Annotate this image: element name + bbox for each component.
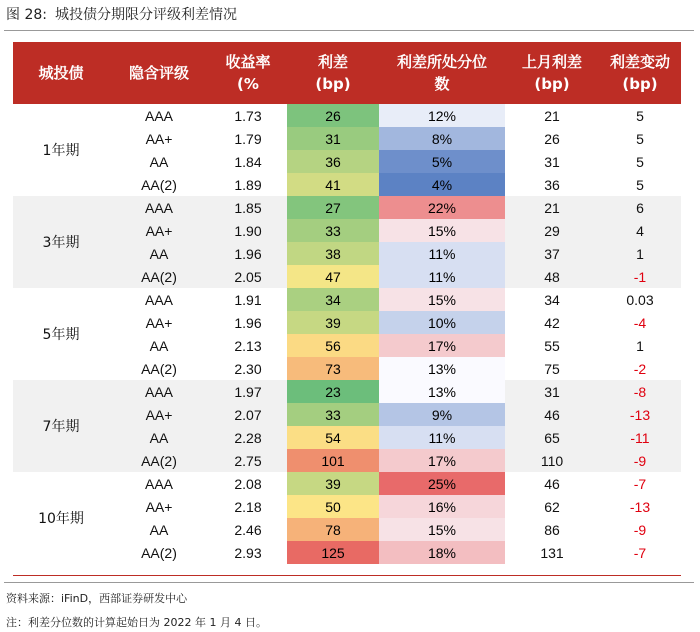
table-row [13, 242, 681, 265]
prev-spread-cell: 48 [505, 265, 599, 288]
percentile-cell: 15% [379, 288, 505, 311]
table-row [13, 380, 681, 403]
header-line: 收益率 [225, 53, 271, 71]
spread-change-cell: -4 [599, 311, 681, 334]
spread-change-cell: -7 [599, 472, 681, 495]
table-row [13, 495, 681, 518]
spread-cell: 56 [287, 334, 379, 357]
yield-cell: 1.96 [209, 311, 287, 334]
spread-cell: 33 [287, 403, 379, 426]
yield-cell: 1.89 [209, 173, 287, 196]
bottom-rule [4, 582, 694, 583]
table-row [13, 541, 681, 564]
spread-change-cell: -9 [599, 449, 681, 472]
spread-change-cell: 5 [599, 104, 681, 127]
header-spread [287, 42, 379, 104]
prev-spread-cell: 21 [505, 104, 599, 127]
spread-cell: 34 [287, 288, 379, 311]
percentile-cell: 9% [379, 403, 505, 426]
table-row [13, 403, 681, 426]
yield-cell: 2.07 [209, 403, 287, 426]
table-row [13, 518, 681, 541]
prev-spread-cell: 65 [505, 426, 599, 449]
percentile-cell: 13% [379, 380, 505, 403]
spread-change-cell: -2 [599, 357, 681, 380]
prev-spread-cell: 46 [505, 403, 599, 426]
tenor-cell: 5年期 [13, 288, 109, 380]
rating-cell: AA [109, 150, 209, 173]
header-percentile [379, 42, 505, 104]
spread-change-cell: 5 [599, 150, 681, 173]
header-line: (bp) [315, 75, 351, 93]
yield-cell: 2.28 [209, 426, 287, 449]
rating-cell: AA [109, 426, 209, 449]
rating-cell: AAA [109, 380, 209, 403]
spread-cell: 73 [287, 357, 379, 380]
yield-cell: 2.46 [209, 518, 287, 541]
percentile-cell: 8% [379, 127, 505, 150]
percentile-cell: 11% [379, 426, 505, 449]
prev-spread-cell: 29 [505, 219, 599, 242]
spread-cell: 39 [287, 311, 379, 334]
prev-spread-cell: 62 [505, 495, 599, 518]
rating-cell: AA+ [109, 311, 209, 334]
table-row [13, 104, 681, 127]
prev-spread-cell: 36 [505, 173, 599, 196]
spread-cell: 78 [287, 518, 379, 541]
percentile-cell: 25% [379, 472, 505, 495]
header-line: (bp) [534, 75, 570, 93]
yield-cell: 2.18 [209, 495, 287, 518]
spread-cell: 125 [287, 541, 379, 564]
rating-cell: AA [109, 242, 209, 265]
table-row [13, 127, 681, 150]
table-row [13, 357, 681, 380]
table-row [13, 334, 681, 357]
footnote: 注：利差分位数的计算起始日为 2022 年 1 月 4 日。 [6, 616, 267, 629]
rating-cell: AA [109, 334, 209, 357]
header-line: (% [237, 75, 259, 93]
table-bottom-border [13, 575, 681, 576]
spread-change-cell: 5 [599, 127, 681, 150]
header-line: 上月利差 [521, 53, 582, 71]
header-line: 利差变动 [609, 53, 670, 71]
spread-cell: 27 [287, 196, 379, 219]
spread-table [13, 42, 681, 564]
percentile-cell: 17% [379, 449, 505, 472]
yield-cell: 1.90 [209, 219, 287, 242]
figure-number: 图 28: [6, 7, 47, 23]
percentile-cell: 16% [379, 495, 505, 518]
spread-cell: 39 [287, 472, 379, 495]
spread-cell: 50 [287, 495, 379, 518]
spread-cell: 47 [287, 265, 379, 288]
spread-change-cell: -11 [599, 426, 681, 449]
rating-cell: AAA [109, 104, 209, 127]
prev-spread-cell: 55 [505, 334, 599, 357]
spread-cell: 36 [287, 150, 379, 173]
rating-cell: AA(2) [109, 265, 209, 288]
spread-change-cell: 1 [599, 242, 681, 265]
rating-cell: AA+ [109, 495, 209, 518]
yield-cell: 1.85 [209, 196, 287, 219]
spread-cell: 101 [287, 449, 379, 472]
table-row [13, 288, 681, 311]
prev-spread-cell: 31 [505, 150, 599, 173]
percentile-cell: 15% [379, 518, 505, 541]
spread-change-cell: 5 [599, 173, 681, 196]
prev-spread-cell: 86 [505, 518, 599, 541]
header-line: 数 [434, 75, 450, 93]
rating-cell: AAA [109, 196, 209, 219]
source-note: 资料来源：iFinD，西部证券研发中心 [6, 592, 188, 605]
rating-cell: AA(2) [109, 173, 209, 196]
header-line: 隐含评级 [128, 64, 189, 82]
figure-caption: 城投债分期限分评级利差情况 [54, 7, 237, 23]
spread-change-cell: -1 [599, 265, 681, 288]
yield-cell: 2.13 [209, 334, 287, 357]
prev-spread-cell: 26 [505, 127, 599, 150]
figure-title [6, 4, 237, 26]
percentile-cell: 22% [379, 196, 505, 219]
yield-cell: 1.84 [209, 150, 287, 173]
rating-cell: AA(2) [109, 541, 209, 564]
tenor-cell: 1年期 [13, 104, 109, 196]
spread-change-cell: -8 [599, 380, 681, 403]
yield-cell: 1.91 [209, 288, 287, 311]
rating-cell: AA [109, 518, 209, 541]
rating-cell: AA+ [109, 127, 209, 150]
yield-cell: 1.96 [209, 242, 287, 265]
header-line: 利差 [317, 53, 348, 71]
prev-spread-cell: 131 [505, 541, 599, 564]
spread-change-cell: -13 [599, 403, 681, 426]
top-rule [4, 30, 694, 31]
yield-cell: 2.75 [209, 449, 287, 472]
yield-cell: 1.97 [209, 380, 287, 403]
spread-change-cell: -9 [599, 518, 681, 541]
spread-cell: 38 [287, 242, 379, 265]
prev-spread-cell: 46 [505, 472, 599, 495]
prev-spread-cell: 75 [505, 357, 599, 380]
rating-cell: AA+ [109, 403, 209, 426]
yield-cell: 2.08 [209, 472, 287, 495]
percentile-cell: 17% [379, 334, 505, 357]
spread-cell: 54 [287, 426, 379, 449]
yield-cell: 2.05 [209, 265, 287, 288]
spread-change-cell: 6 [599, 196, 681, 219]
spread-change-cell: 0.03 [599, 288, 681, 311]
yield-cell: 2.93 [209, 541, 287, 564]
rating-cell: AA+ [109, 219, 209, 242]
table-row [13, 426, 681, 449]
spread-cell: 26 [287, 104, 379, 127]
table-row [13, 173, 681, 196]
prev-spread-cell: 37 [505, 242, 599, 265]
percentile-cell: 13% [379, 357, 505, 380]
prev-spread-cell: 34 [505, 288, 599, 311]
percentile-cell: 10% [379, 311, 505, 334]
header-tenor [13, 42, 109, 104]
yield-cell: 1.73 [209, 104, 287, 127]
header-line: 城投债 [38, 64, 84, 82]
percentile-cell: 11% [379, 242, 505, 265]
spread-cell: 23 [287, 380, 379, 403]
header-line: (bp) [622, 75, 658, 93]
tenor-cell: 3年期 [13, 196, 109, 288]
table-row [13, 196, 681, 219]
prev-spread-cell: 21 [505, 196, 599, 219]
table-row [13, 311, 681, 334]
prev-spread-cell: 110 [505, 449, 599, 472]
yield-cell: 2.30 [209, 357, 287, 380]
table-row [13, 150, 681, 173]
spread-change-cell: -13 [599, 495, 681, 518]
yield-cell: 1.79 [209, 127, 287, 150]
header-rating [109, 42, 209, 104]
rating-cell: AA(2) [109, 449, 209, 472]
spread-change-cell: 1 [599, 334, 681, 357]
header-spread-change [599, 42, 681, 104]
table-row [13, 219, 681, 242]
prev-spread-cell: 31 [505, 380, 599, 403]
percentile-cell: 5% [379, 150, 505, 173]
rating-cell: AAA [109, 288, 209, 311]
table-row [13, 449, 681, 472]
table-header-row [13, 42, 681, 104]
percentile-cell: 12% [379, 104, 505, 127]
tenor-cell: 7年期 [13, 380, 109, 472]
header-line: 利差所处分位 [396, 53, 487, 71]
spread-cell: 33 [287, 219, 379, 242]
tenor-cell: 10年期 [13, 472, 109, 564]
percentile-cell: 18% [379, 541, 505, 564]
percentile-cell: 4% [379, 173, 505, 196]
rating-cell: AA(2) [109, 357, 209, 380]
table-row [13, 472, 681, 495]
spread-change-cell: 4 [599, 219, 681, 242]
table-body [13, 104, 681, 564]
percentile-cell: 11% [379, 265, 505, 288]
percentile-cell: 15% [379, 219, 505, 242]
rating-cell: AAA [109, 472, 209, 495]
table-row [13, 265, 681, 288]
spread-change-cell: -7 [599, 541, 681, 564]
spread-cell: 41 [287, 173, 379, 196]
header-prev-spread [505, 42, 599, 104]
prev-spread-cell: 42 [505, 311, 599, 334]
spread-cell: 31 [287, 127, 379, 150]
header-yield [209, 42, 287, 104]
